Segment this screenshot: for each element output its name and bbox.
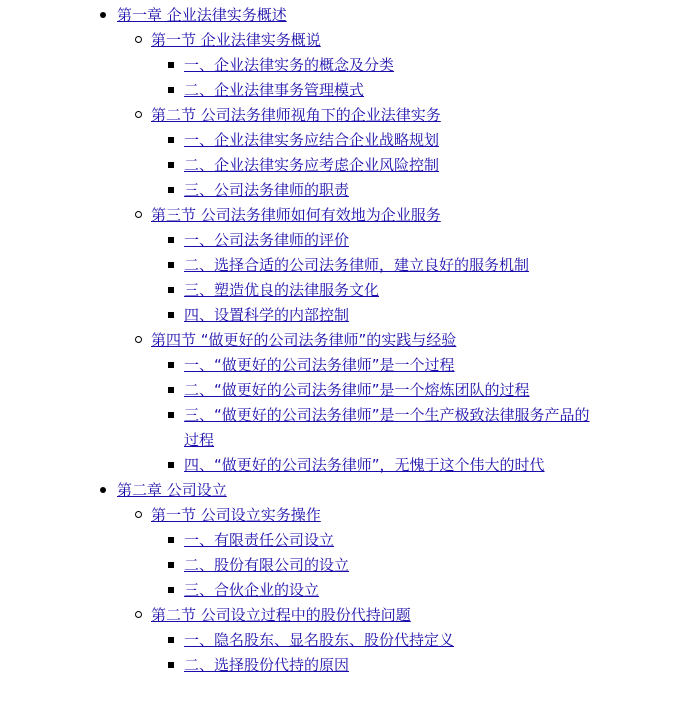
item-link[interactable]: 二、企业法律实务应考虑企业风险控制 [184,156,440,174]
item-link[interactable]: 三、公司法务律师的职责 [184,181,350,199]
item-link[interactable]: 二、“做更好的公司法务律师”是一个熔炼团队的过程 [184,381,530,399]
section-item [151,503,679,603]
list-item [184,528,594,553]
item-link[interactable]: 一、企业法律实务应结合企业战略规划 [184,131,440,149]
item-link[interactable]: 三、合伙企业的设立 [184,581,320,599]
list-item [184,278,594,303]
section-link-1-3[interactable]: 第三节 公司法务律师如何有效地为企业服务 [151,206,441,224]
item-list [151,228,679,328]
list-item [184,53,594,78]
item-link[interactable]: 一、隐名股东、显名股东、股份代持定义 [184,631,455,649]
section-item [151,603,679,678]
section-link-1-2[interactable]: 第二节 公司法务律师视角下的企业法律实务 [151,106,441,124]
item-list [151,53,679,103]
list-item [184,378,594,403]
chapter-list [0,3,679,678]
item-link[interactable]: 四、“做更好的公司法务律师”，无愧于这个伟大的时代 [184,456,545,474]
item-link[interactable]: 一、公司法务律师的评价 [184,231,350,249]
list-item [184,653,594,678]
section-item [151,103,679,203]
chapter-item [117,3,679,478]
list-item [184,78,594,103]
chapter-link-2[interactable]: 第二章 公司设立 [117,481,227,499]
list-item [184,353,594,378]
list-item [184,453,594,478]
chapter-item [117,478,679,678]
section-link-1-4[interactable]: 第四节 “做更好的公司法务律师”的实践与经验 [151,331,457,349]
item-link[interactable]: 一、有限责任公司设立 [184,531,335,549]
item-link[interactable]: 三、塑造优良的法律服务文化 [184,281,380,299]
section-list [117,503,679,678]
item-list [151,528,679,603]
item-link[interactable]: 一、企业法律实务的概念及分类 [184,56,395,74]
item-link[interactable]: 二、企业法律事务管理模式 [184,81,365,99]
item-list [151,128,679,203]
item-link[interactable]: 二、选择股份代持的原因 [184,656,350,674]
list-item [184,578,594,603]
list-item [184,253,594,278]
section-item [151,203,679,328]
item-link[interactable]: 三、“做更好的公司法务律师”是一个生产极致法律服务产品的过程 [184,406,590,449]
list-item [184,303,594,328]
item-list [151,353,679,478]
section-link-1-1[interactable]: 第一节 企业法律实务概说 [151,31,321,49]
section-item [151,28,679,103]
list-item [184,553,594,578]
chapter-link-1[interactable]: 第一章 企业法律实务概述 [117,6,287,24]
section-link-2-2[interactable]: 第二节 公司设立过程中的股份代持问题 [151,606,411,624]
list-item [184,178,594,203]
item-link[interactable]: 二、选择合适的公司法务律师，建立良好的服务机制 [184,256,530,274]
item-link[interactable]: 四、设置科学的内部控制 [184,306,350,324]
item-list [151,628,679,678]
section-list [117,28,679,478]
list-item [184,228,594,253]
list-item [184,153,594,178]
section-link-2-1[interactable]: 第一节 公司设立实务操作 [151,506,321,524]
item-link[interactable]: 二、股份有限公司的设立 [184,556,350,574]
list-item [184,128,594,153]
list-item [184,628,594,653]
list-item [184,403,594,453]
section-item [151,328,679,478]
item-link[interactable]: 一、“做更好的公司法务律师”是一个过程 [184,356,455,374]
